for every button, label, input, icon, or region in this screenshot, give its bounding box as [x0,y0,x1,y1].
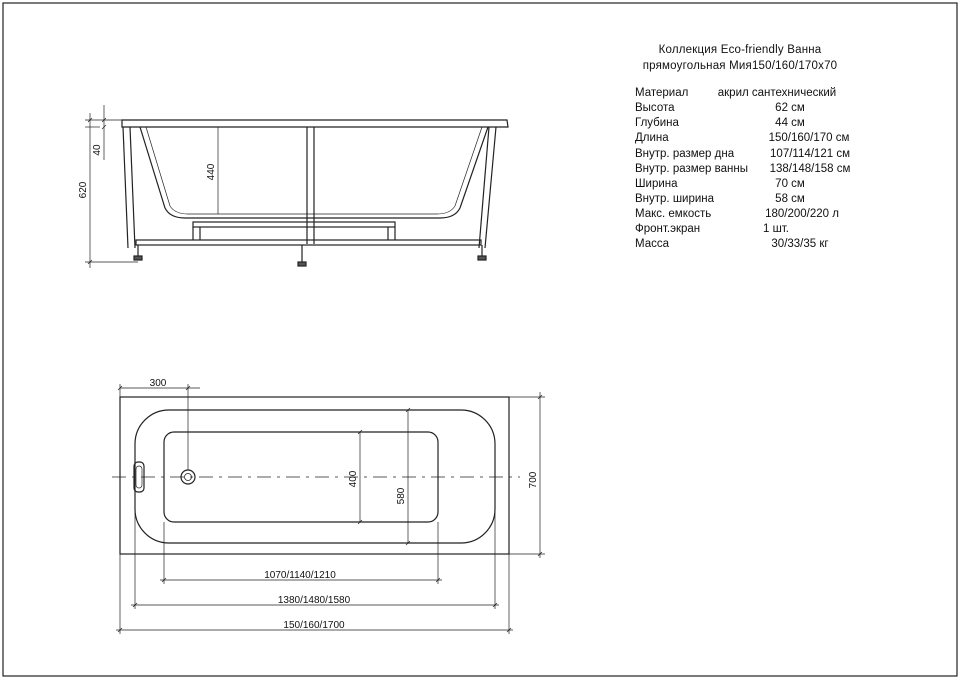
spec-name-material: Материал [635,87,689,99]
frame-leg-right-inner [479,127,489,248]
spec-value-bowl-size: 138/148/158 см [769,163,851,175]
dim-label-inner-width: 400 [348,470,359,488]
spec-name-inner-width: Внутр. ширина [635,193,715,205]
spec-name-front-panel: Фронт.экран [635,223,701,235]
spec-name-weight: Масса [635,238,670,250]
title-line-1: Коллекция Eco-friendly Ванна [658,44,822,56]
spec-name-capacity: Макс. емкость [635,208,712,220]
bathtub-rim [122,120,508,127]
spec-value-material: акрил сантехнический [717,87,837,99]
spec-value-length: 150/160/170 см [768,132,850,144]
spec-name-length: Длина [635,132,669,144]
dim-label-drain-offset: 300 [149,378,167,389]
frame-crossbar-top [193,222,395,227]
spec-value-front-panel: 1 шт. [762,223,790,235]
spec-value-bottom-size: 107/114/121 см [770,148,850,160]
bowl-outline [135,410,495,543]
dim-label-bottom-length: 1070/1140/1210 [264,570,336,581]
title-line-2: прямоугольная Мия150/160/170х70 [642,60,838,72]
sheet-frame [3,3,957,676]
bathtub-outline [120,397,509,554]
spec-value-weight: 30/33/35 кг [771,238,829,250]
dim-label-bowl-width: 580 [396,487,407,505]
dim-label-depth: 440 [206,163,217,181]
dim-label-bowl-length: 1380/1480/1580 [277,595,351,606]
dim-label-total-height: 620 [78,181,89,199]
side-view [122,120,508,266]
top-view [120,397,509,554]
adjustable-foot-middle [298,245,306,266]
dim-label-total-length: 150/160/1700 [283,620,345,631]
spec-value-depth: 44 см [775,117,805,129]
frame-leg-right-outer [485,127,496,248]
frame-leg-left-outer [123,127,128,248]
frame-leg-left-inner [130,127,135,248]
spec-value-capacity: 180/200/220 л [765,208,839,220]
side-view-dimensions [85,105,218,268]
dim-label-rim: 40 [92,144,103,156]
frame-crossbar-bottom [136,240,481,245]
spec-name-depth: Глубина [635,117,679,129]
spec-name-width: Ширина [635,178,678,190]
spec-name-bottom-size: Внутр. размер дна [635,148,735,160]
dim-label-outer-width: 700 [528,471,539,489]
spec-value-width: 70 см [775,178,805,190]
spec-name-bowl-size: Внутр. размер ванны [635,163,748,175]
spec-value-height: 62 см [775,102,805,114]
spec-name-height: Высота [635,102,675,114]
spec-value-inner-width: 58 см [775,193,805,205]
